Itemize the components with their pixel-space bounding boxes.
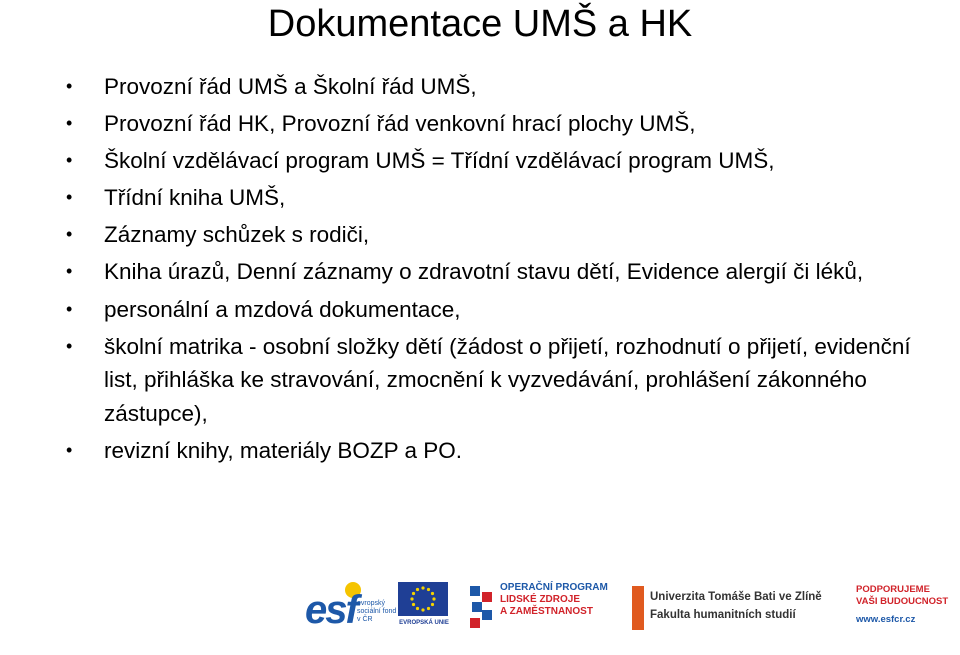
bullet-icon: •	[66, 261, 73, 281]
list-item-text: Kniha úrazů, Denní záznamy o zdravotní stavu dětí, Evidence alergií či léků,	[104, 259, 864, 284]
podporujeme-url: www.esfcr.cz	[856, 614, 916, 625]
list-item	[60, 434, 940, 467]
esf-brand: esf	[305, 588, 357, 632]
bullet-icon: •	[66, 113, 73, 133]
eu-logo	[398, 582, 448, 636]
bullet-list	[60, 70, 940, 471]
list-item-text: personální a mzdová dokumentace,	[104, 296, 461, 322]
list-item-text: školní matrika - osobní složky dětí (žádost o přijetí, rozhodnutí o přijetí, evidenční list, přihláška ke stravování, zmocnění k vyzvedávání, prohlášení zákonného zástupce),	[104, 333, 911, 426]
list-item	[60, 144, 940, 177]
op-lzz-line2: LIDSKÉ ZDROJE	[500, 594, 581, 605]
utb-text	[650, 588, 850, 624]
list-item	[60, 181, 940, 214]
list-item	[60, 218, 940, 251]
op-lzz-logo	[470, 582, 620, 638]
eu-flag-icon	[398, 582, 448, 616]
list-item	[60, 330, 940, 431]
op-lzz-mark-icon	[470, 586, 494, 630]
utb-mark-icon	[632, 586, 644, 630]
podporujeme-logo	[856, 584, 960, 634]
footer-logos	[0, 572, 960, 642]
list-item-text: revizní knihy, materiály BOZP a PO.	[104, 438, 463, 463]
slide-title: Dokumentace UMŠ a HK	[267, 3, 693, 45]
podporujeme-line2: VAŠI BUDOUCNOST	[856, 596, 949, 607]
op-lzz-line1: OPERAČNÍ PROGRAM	[500, 582, 608, 593]
bullet-icon: •	[66, 224, 73, 244]
esf-subtitle: evropský sociální fond v ČR	[357, 600, 397, 623]
bullet-icon: •	[66, 76, 73, 96]
list-item	[60, 107, 940, 140]
bullet-icon: •	[66, 150, 73, 170]
list-item-text: Třídní kniha UMŠ,	[104, 185, 286, 210]
bullet-icon: •	[66, 298, 73, 319]
list-item	[60, 255, 940, 289]
list-item-text: Provozní řád HK, Provozní řád venkovní hrací plochy UMŠ,	[104, 111, 696, 136]
bullet-icon: •	[66, 335, 73, 356]
esf-logo	[305, 580, 395, 638]
list-item-text: Provozní řád UMŠ a Školní řád UMŠ,	[104, 74, 477, 99]
utb-line2: Fakulta humanitních studií	[650, 609, 796, 621]
list-item	[60, 70, 940, 103]
utb-logo	[632, 586, 842, 630]
eu-label: EVROPSKÁ UNIE	[399, 620, 449, 626]
bullet-icon: •	[66, 187, 73, 207]
op-lzz-line3: A ZAMĚSTNANOST	[500, 606, 593, 617]
utb-line1: Univerzita Tomáše Bati ve Zlíně	[650, 591, 822, 603]
list-item	[60, 293, 940, 326]
podporujeme-text	[856, 584, 960, 608]
op-lzz-text	[500, 582, 630, 618]
bullet-icon: •	[66, 440, 73, 460]
list-item-text: Záznamy schůzek s rodiči,	[104, 222, 370, 247]
list-item-text: Školní vzdělávací program UMŠ = Třídní vzdělávací program UMŠ,	[104, 148, 775, 173]
podporujeme-line1: PODPORUJEME	[856, 584, 930, 595]
